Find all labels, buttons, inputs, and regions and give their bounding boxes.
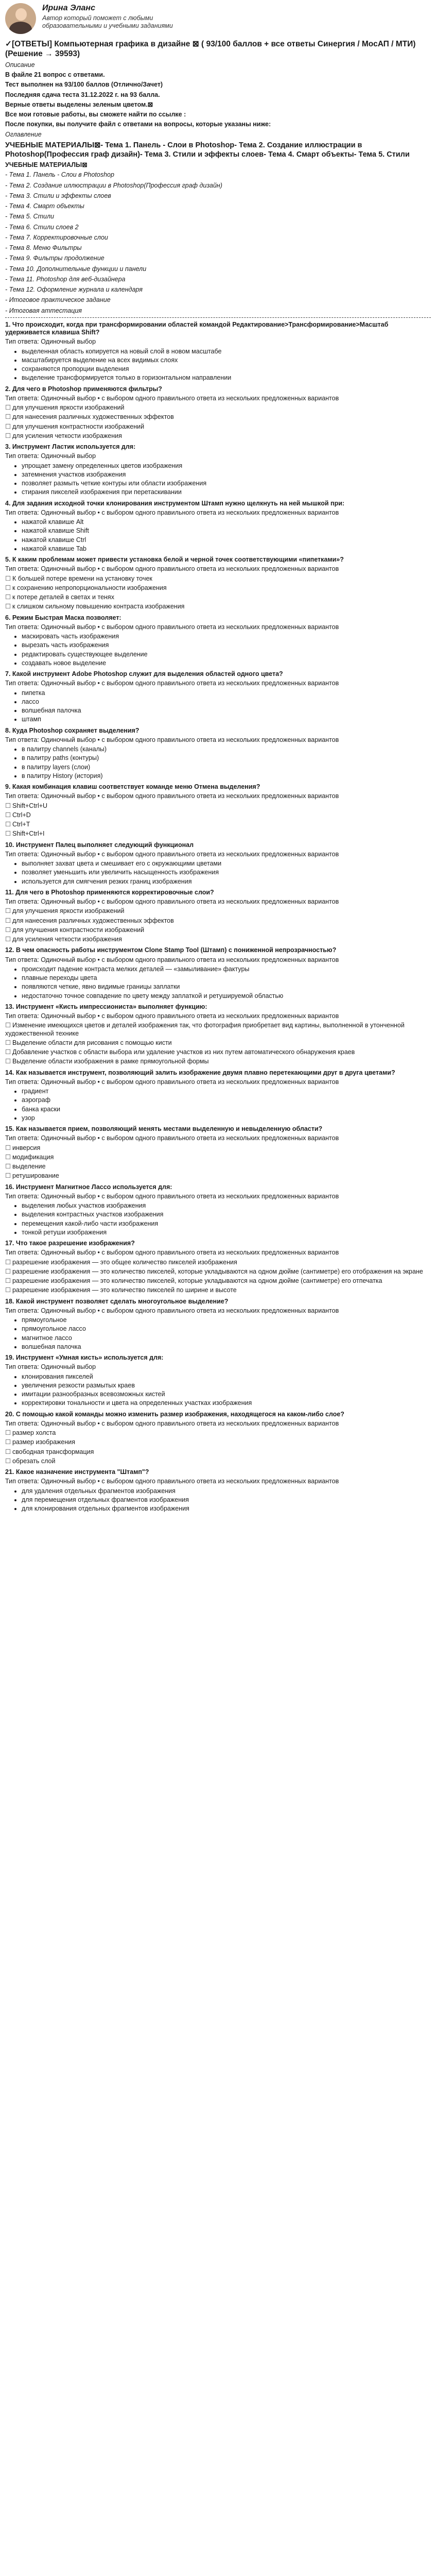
- intro-line: После покупки, вы получите файл с ответами на вопросы, которые указаны ниже:: [5, 121, 271, 128]
- answer-type: Тип ответа: Одиночный выбор • с выбором одного правильного ответа из нескольких предложенных вариантов: [5, 680, 339, 687]
- answer-option: • маскировать часть изображения: [22, 633, 431, 640]
- question-block: [5, 783, 431, 838]
- answer-options: [5, 462, 431, 497]
- answer-option: • выделения любых участков изображения: [22, 1202, 431, 1210]
- answer-option: • плавные переходы цвета: [22, 974, 431, 982]
- author-info: [42, 2, 207, 30]
- answer-option: • используется для смягчения резких границ изображения: [22, 878, 431, 886]
- intro-line: Тест выполнен на 93/100 баллов (Отлично/Зачет): [5, 81, 163, 89]
- answer-type: Тип ответа: Одиночный выбор • с выбором одного правильного ответа из нескольких предложенных вариантов: [5, 1478, 339, 1485]
- answer-option-checkbox: ☐ выделение: [5, 1163, 431, 1171]
- answer-option: • прямоугольное лассо: [22, 1325, 431, 1333]
- answer-option-checkbox: ☐ размер изображения: [5, 1438, 431, 1446]
- answer-option: • позволяет размыть четкие контуры или области изображения: [22, 480, 431, 487]
- question-block: [5, 946, 431, 1000]
- question-text: 12. В чем опасность работы инструментом Clone Stamp Tool (Штамп) с пониженной непрозрачностью?: [5, 946, 337, 954]
- answer-type: Тип ответа: Одиночный выбор • с выбором одного правильного ответа из нескольких предложенных вариантов: [5, 394, 339, 402]
- answer-option: • увеличения резкости размытых краев: [22, 1382, 431, 1389]
- answer-option: • банка краски: [22, 1106, 431, 1113]
- toc-item: - Тема 6. Стили слоев 2: [5, 223, 79, 231]
- answer-option: • нажатой клавише Alt: [22, 518, 431, 526]
- answer-option: • волшебная палочка: [22, 707, 431, 715]
- question-block: [5, 1125, 431, 1180]
- answer-option: • пипетка: [22, 689, 431, 697]
- answer-options: [5, 1144, 431, 1180]
- answer-option-checkbox: ☐ Shift+Ctrl+I: [5, 830, 431, 838]
- answer-options: [5, 575, 431, 611]
- answer-option: • лассо: [22, 698, 431, 706]
- answer-type: Тип ответа: Одиночный выбор • с выбором одного правильного ответа из нескольких предложенных вариантов: [5, 1012, 339, 1020]
- description-label: Описание: [5, 61, 35, 69]
- answer-option: • имитации разнообразных всевозможных кистей: [22, 1391, 431, 1398]
- answer-options: [5, 860, 431, 886]
- answer-option-checkbox: ☐ Shift+Ctrl+U: [5, 802, 431, 810]
- answer-type: Тип ответа: Одиночный выбор: [5, 452, 96, 460]
- table-of-contents: [5, 171, 431, 315]
- answer-option: • магнитное лассо: [22, 1334, 431, 1342]
- question-block: [5, 1069, 431, 1123]
- answer-option-checkbox: ☐ для усиления четкости изображения: [5, 432, 431, 440]
- answer-options: [5, 633, 431, 667]
- question-block: [5, 1003, 431, 1066]
- answer-options: [5, 907, 431, 943]
- question-block: [5, 1298, 431, 1351]
- answer-option-checkbox: ☐ свободная трансформация: [5, 1448, 431, 1456]
- intro-line: Последняя сдача теста 31.12.2022 г. на 93 балла.: [5, 91, 160, 98]
- question-block: [5, 1183, 431, 1237]
- answer-option-checkbox: ☐ к слишком сильному повышению контраста изображения: [5, 603, 431, 611]
- toc-item: - Тема 2. Создание иллюстрации в Photoshop(Профессия граф дизайн): [5, 181, 222, 189]
- answer-option-checkbox: ☐ ретуширование: [5, 1172, 431, 1180]
- answer-option: • для удаления отдельных фрагментов изображения: [22, 1487, 431, 1495]
- answer-option: • выполняет захват цвета и смешивает его с окружающими цветами: [22, 860, 431, 868]
- answer-option: • позволяет уменьшить или увеличить насыщенность изображения: [22, 869, 431, 876]
- document-title: ✓[ОТВЕТЫ] Компьютерная графика в дизайне ⊠ ( 93/100 баллов + все ответы Синергия / МосАП / МТИ) (Решение → 39593): [5, 40, 416, 59]
- question-text: 17. Что такое разрешение изображения?: [5, 1240, 135, 1247]
- toc-item: - Итоговое практическое задание: [5, 296, 111, 304]
- answer-options: [5, 1487, 431, 1513]
- answer-option: • выделения контрастных участков изображения: [22, 1211, 431, 1218]
- question-block: [5, 841, 431, 886]
- question-text: 6. Режим Быстрая Маска позволяет:: [5, 614, 121, 621]
- question-text: 15. Как называется прием, позволяющий менять местами выделенную и невыделенную области?: [5, 1125, 323, 1132]
- question-text: 14. Как называется инструмент, позволяющий залить изображение двумя плавно перетекающими друг в друга цветами?: [5, 1069, 395, 1076]
- question-block: [5, 614, 431, 668]
- answer-option-checkbox: ☐ разрешение изображения — это общее количество пикселей изображения: [5, 1259, 431, 1266]
- answer-option-checkbox: ☐ для нанесения различных художественных эффектов: [5, 917, 431, 925]
- answer-type: Тип ответа: Одиночный выбор • с выбором одного правильного ответа из нескольких предложенных вариантов: [5, 1078, 339, 1086]
- author-block: [5, 0, 431, 36]
- question-block: [5, 670, 431, 724]
- answer-option: • появляются четкие, явно видимые границы заплатки: [22, 983, 431, 991]
- answer-option: • узор: [22, 1114, 431, 1122]
- toc-item: - Тема 8. Меню Фильтры: [5, 244, 82, 251]
- answer-option: • в палитру paths (контуры): [22, 754, 431, 762]
- question-block: [5, 385, 431, 440]
- answer-option-checkbox: ☐ Ctrl+D: [5, 811, 431, 819]
- author-description: Автор который поможет с любыми образовательными и учебными заданиями: [42, 14, 173, 29]
- question-text: 4. Для задания исходной точки клонирования инструментом Штамп нужно щелкнуть на ней мышкой при:: [5, 499, 345, 507]
- answer-option: • волшебная палочка: [22, 1343, 431, 1351]
- toc-item: - Тема 9. Фильтры продолжение: [5, 255, 104, 262]
- answer-option-checkbox: ☐ Выделение области изображения в рамке прямоугольной формы: [5, 1058, 431, 1065]
- answer-option-checkbox: ☐ Выделение области для рисования с помощью кисти: [5, 1039, 431, 1047]
- answer-option-checkbox: ☐ Добавление участков с области выбора или удаление участков из них путем автоматического обнаружения краев: [5, 1048, 431, 1056]
- answer-type: Тип ответа: Одиночный выбор • с выбором одного правильного ответа из нескольких предложенных вариантов: [5, 1249, 339, 1257]
- question-text: 18. Какой инструмент позволяет сделать многоугольное выделение?: [5, 1297, 229, 1305]
- answer-option: • нажатой клавише Tab: [22, 545, 431, 553]
- question-text: 16. Инструмент Магнитное Лассо используется для:: [5, 1183, 172, 1191]
- author-avatar[interactable]: [5, 3, 36, 34]
- question-text: 8. Куда Photoshop сохраняет выделения?: [5, 726, 139, 734]
- answer-option: • штамп: [22, 716, 431, 723]
- answer-option: • вырезать часть изображения: [22, 641, 431, 649]
- answer-option-checkbox: ☐ разрешение изображения — это количество пикселей, которые укладываются на одном дюйме (сантиметре) его отображения на экране: [5, 1268, 431, 1276]
- answer-type: Тип ответа: Одиночный выбор • с выбором одного правильного ответа из нескольких предложенных вариантов: [5, 1134, 339, 1142]
- answer-option: • масштабируется выделение на всех видимых слоях: [22, 357, 431, 364]
- answer-options: [5, 1259, 431, 1295]
- answer-option: • выделенная область копируется на новый слой в новом масштабе: [22, 348, 431, 355]
- answer-type: Тип ответа: Одиночный выбор • с выбором одного правильного ответа из нескольких предложенных вариантов: [5, 898, 339, 905]
- question-text: 5. К каким проблемам может привести установка белой и черной точек соответствующими «пипетками»?: [5, 556, 344, 563]
- intro-line: В файле 21 вопрос с ответами.: [5, 71, 105, 78]
- answer-type: Тип ответа: Одиночный выбор: [5, 1363, 96, 1371]
- intro-line: Верные ответы выделены зеленым цветом.⊠: [5, 100, 153, 108]
- toc-item: - Тема 12. Оформление журнала и календаря: [5, 286, 143, 293]
- answer-option: • происходит падение контраста мелких деталей — «замыливание» фактуры: [22, 965, 431, 973]
- question-block: [5, 727, 431, 781]
- materials-summary: УЧЕБНЫЕ МАТЕРИАЛЫ⊠- Тема 1. Панель - Слои в Photoshop- Тема 2. Создание иллюстрации в Photoshop(Профессия граф дизайн)- Тема 3. Стили и эффекты слоев- Тема 4. Смарт объекты- Тема 5. Стили: [5, 141, 410, 159]
- question-text: 10. Инструмент Палец выполняет следующий функционал: [5, 841, 194, 849]
- answer-option: • упрощает замену определенных цветов изображения: [22, 462, 431, 470]
- answer-option: • недостаточно точное совпадение по цвету между заплаткой и ретушируемой областью: [22, 992, 431, 1000]
- answer-option: • тонкой ретуши изображения: [22, 1229, 431, 1236]
- answer-option-checkbox: ☐ размер холста: [5, 1429, 431, 1437]
- question-block: [5, 1411, 431, 1466]
- answer-option: • перемещения какой-либо части изображения: [22, 1220, 431, 1228]
- toc-item: - Тема 3. Стили и эффекты слоев: [5, 192, 111, 199]
- answer-type: Тип ответа: Одиночный выбор • с выбором одного правильного ответа из нескольких предложенных вариантов: [5, 565, 339, 573]
- answer-type: Тип ответа: Одиночный выбор • с выбором одного правильного ответа из нескольких предложенных вариантов: [5, 956, 339, 963]
- question-text: 1. Что происходит, когда при трансформировании областей командой Редактирование>Трансформирование>Масштаб удерживается клавиша Shift?: [5, 320, 389, 336]
- answer-options: [5, 348, 431, 382]
- answer-option: • стирания пикселей изображения при перетаскивании: [22, 488, 431, 496]
- answer-option: • градиент: [22, 1088, 431, 1095]
- answer-type: Тип ответа: Одиночный выбор • с выбором одного правильного ответа из нескольких предложенных вариантов: [5, 623, 339, 631]
- answer-type: Тип ответа: Одиночный выбор • с выбором одного правильного ответа из нескольких предложенных вариантов: [5, 850, 339, 858]
- answer-option-checkbox: ☐ для улучшения контрастности изображений: [5, 423, 431, 431]
- materials-heading: УЧЕБНЫЕ МАТЕРИАЛЫ⊠: [5, 161, 88, 168]
- answer-options: [5, 1022, 431, 1065]
- question-text: 13. Инструмент «Кисть импрессиониста» выполняет функцию:: [5, 1003, 207, 1010]
- answer-option-checkbox: ☐ модификация: [5, 1154, 431, 1161]
- toc-label: Оглавление: [5, 130, 42, 138]
- toc-item: - Тема 11. Photoshop для веб-дизайнера: [5, 275, 126, 283]
- toc-item: - Тема 1. Панель - Слои в Photoshop: [5, 171, 114, 179]
- answer-option: • создавать новое выделение: [22, 659, 431, 667]
- intro-line: Все мои готовые работы, вы сможете найти по ссылке :: [5, 111, 186, 118]
- question-block: [5, 321, 431, 382]
- author-name[interactable]: Ирина Эланс: [42, 4, 95, 12]
- answer-type: Тип ответа: Одиночный выбор • с выбором одного правильного ответа из нескольких предложенных вариантов: [5, 1307, 339, 1314]
- answer-option-checkbox: ☐ инверсия: [5, 1144, 431, 1152]
- answer-option-checkbox: ☐ Ctrl+T: [5, 821, 431, 828]
- answer-option-checkbox: ☐ для улучшения яркости изображений: [5, 404, 431, 412]
- question-text: 11. Для чего в Photoshop применяются корректировочные слои?: [5, 888, 214, 896]
- answer-option: • в палитру layers (слои): [22, 764, 431, 771]
- answer-option: • прямоугольное: [22, 1316, 431, 1324]
- answer-type: Тип ответа: Одиночный выбор: [5, 338, 96, 346]
- answer-option: • выделение трансформируется только в горизонтальном направлении: [22, 374, 431, 382]
- answer-option-checkbox: ☐ для усиления четкости изображения: [5, 936, 431, 943]
- answer-option: • в палитру channels (каналы): [22, 745, 431, 753]
- answer-option-checkbox: ☐ разрешение изображения — это количество пикселей по ширине и высоте: [5, 1286, 431, 1294]
- answer-option: • корректировки тональности и цвета на определенных участках изображения: [22, 1399, 431, 1407]
- answer-options: [5, 1202, 431, 1236]
- answer-option-checkbox: ☐ для улучшения яркости изображений: [5, 907, 431, 915]
- answer-option: • аэрограф: [22, 1096, 431, 1104]
- answer-option-checkbox: ☐ обрезать слой: [5, 1458, 431, 1465]
- answer-option-checkbox: ☐ к сохранению непропорциональности изображения: [5, 584, 431, 592]
- question-text: 19. Инструмент «Умная кисть» используется для:: [5, 1354, 164, 1361]
- answer-option-checkbox: ☐ разрешение изображения — это количество пикселей, которые укладываются на одном дюйме (сантиметре) его отпечатка: [5, 1277, 431, 1285]
- question-block: [5, 1354, 431, 1408]
- question-text: 21. Какое назначение инструмента "Штамп"?: [5, 1468, 149, 1476]
- answer-options: [5, 404, 431, 440]
- answer-options: [5, 1429, 431, 1465]
- answer-option: • редактировать существующее выделение: [22, 651, 431, 658]
- intro-section: [5, 61, 431, 170]
- answer-option-checkbox: ☐ Изменение имеющихся цветов и деталей изображения так, что фотография приобретает вид картины, выполненной в утонченной художественной технике: [5, 1022, 431, 1038]
- toc-item: - Тема 5. Стили: [5, 213, 54, 221]
- questions-list: [5, 321, 431, 1513]
- answer-options: [5, 965, 431, 1000]
- answer-option: • для перемещения отдельных фрагментов изображения: [22, 1496, 431, 1504]
- question-block: [5, 1468, 431, 1513]
- section-divider: [5, 317, 431, 318]
- answer-type: Тип ответа: Одиночный выбор • с выбором одного правильного ответа из нескольких предложенных вариантов: [5, 509, 339, 516]
- answer-option-checkbox: ☐ для нанесения различных художественных эффектов: [5, 413, 431, 421]
- answer-option-checkbox: ☐ для улучшения контрастности изображений: [5, 926, 431, 934]
- answer-option: • сохраняются пропорции выделения: [22, 365, 431, 373]
- answer-options: [5, 1088, 431, 1122]
- question-block: [5, 500, 431, 553]
- answer-type: Тип ответа: Одиночный выбор • с выбором одного правильного ответа из нескольких предложенных вариантов: [5, 792, 339, 800]
- question-block: [5, 443, 431, 497]
- answer-type: Тип ответа: Одиночный выбор • с выбором одного правильного ответа из нескольких предложенных вариантов: [5, 1419, 339, 1427]
- question-text: 2. Для чего в Photoshop применяются фильтры?: [5, 385, 162, 393]
- question-text: 20. С помощью какой команды можно изменить размер изображения, находящегося на каком-либо слое?: [5, 1410, 344, 1418]
- answer-option: • клонирования пикселей: [22, 1373, 431, 1381]
- question-block: [5, 556, 431, 611]
- answer-options: [5, 745, 431, 780]
- answer-options: [5, 1316, 431, 1351]
- answer-option: • в палитру History (история): [22, 772, 431, 780]
- question-text: 7. Какой инструмент Adobe Photoshop служит для выделения областей одного цвета?: [5, 670, 283, 677]
- answer-options: [5, 802, 431, 838]
- answer-option: • для клонирования отдельных фрагментов изображения: [22, 1505, 431, 1513]
- answer-options: [5, 518, 431, 553]
- question-block: [5, 1240, 431, 1295]
- answer-option-checkbox: ☐ к потере деталей в светах и тенях: [5, 594, 431, 601]
- question-block: [5, 889, 431, 944]
- answer-type: Тип ответа: Одиночный выбор • с выбором одного правильного ответа из нескольких предложенных вариантов: [5, 736, 339, 743]
- answer-option-checkbox: ☐ К большей потере времени на установку точек: [5, 575, 431, 583]
- answer-type: Тип ответа: Одиночный выбор • с выбором одного правильного ответа из нескольких предложенных вариантов: [5, 1192, 339, 1200]
- answer-options: [5, 1373, 431, 1408]
- toc-item: - Тема 4. Смарт объекты: [5, 202, 84, 210]
- toc-item: - Тема 10. Дополнительные функции и панели: [5, 265, 147, 273]
- toc-item: - Тема 7. Корректировочные слои: [5, 233, 108, 241]
- question-text: 9. Какая комбинация клавиш соответствует команде меню Отмена выделения?: [5, 783, 260, 790]
- question-text: 3. Инструмент Ластик используется для:: [5, 443, 136, 450]
- answer-option: • нажатой клавише Ctrl: [22, 536, 431, 544]
- answer-options: [5, 689, 431, 724]
- answer-option: • затемнения участков изображения: [22, 471, 431, 479]
- answer-option: • нажатой клавише Shift: [22, 527, 431, 535]
- toc-item: - Итоговая аттестация: [5, 307, 82, 314]
